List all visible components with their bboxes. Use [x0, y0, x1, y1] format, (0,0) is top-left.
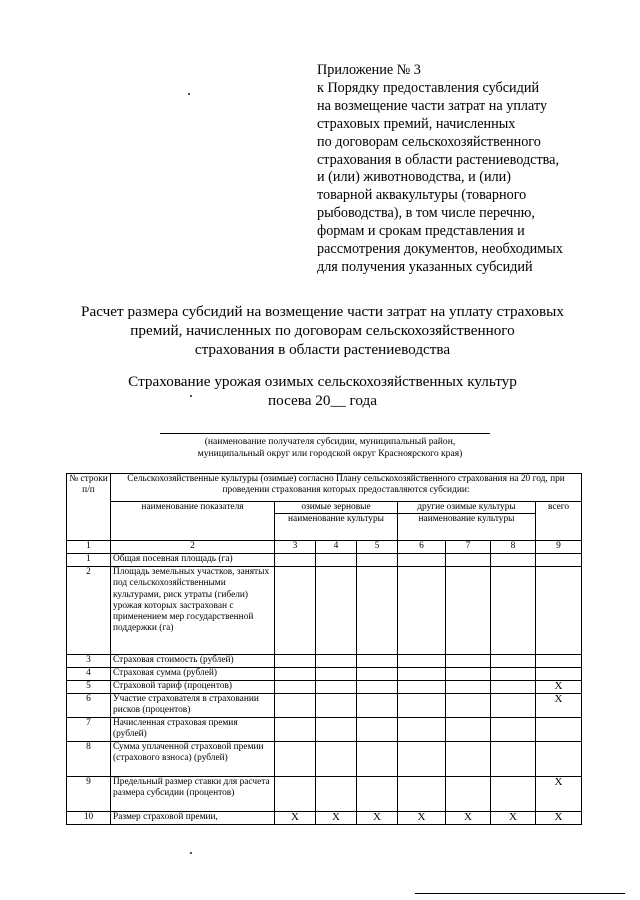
value-cell: Х	[536, 777, 582, 812]
appendix-line: по договорам сельскохозяйственного	[317, 133, 541, 150]
column-number: 5	[357, 541, 398, 554]
value-cell	[491, 694, 536, 718]
value-cell: Х	[536, 681, 582, 694]
value-cell	[316, 567, 357, 655]
table-row	[67, 742, 582, 777]
value-cell	[398, 655, 446, 668]
appendix-line: Приложение № 3	[317, 62, 421, 78]
column-number: 7	[446, 541, 491, 554]
document-subtitle	[60, 372, 585, 410]
column-number: 8	[491, 541, 536, 554]
appendix-line: страховых премий, начисленных	[317, 115, 516, 132]
value-cell: Х	[398, 812, 446, 825]
value-cell: Х	[275, 812, 316, 825]
indicator-name: Страховой тариф (процентов)	[111, 681, 275, 694]
scan-speck	[190, 395, 192, 397]
appendix-block	[317, 62, 617, 277]
row-number: 7	[67, 718, 111, 742]
footer-rule	[415, 893, 625, 894]
value-cell	[357, 777, 398, 812]
table-row	[67, 694, 582, 718]
title-line: премий, начисленных по договорам сельскохозяйственного	[130, 322, 515, 339]
value-cell	[536, 718, 582, 742]
column-number: 2	[111, 541, 275, 554]
value-cell	[357, 668, 398, 681]
value-cell	[275, 718, 316, 742]
indicator-name: Общая посевная площадь (га)	[111, 554, 275, 567]
appendix-line: и (или) животноводства, и (или)	[317, 169, 511, 186]
value-cell	[357, 718, 398, 742]
value-cell	[446, 681, 491, 694]
value-cell	[316, 694, 357, 718]
value-cell	[491, 742, 536, 777]
scan-speck	[190, 852, 192, 854]
value-cell	[316, 718, 357, 742]
indicator-name: Участие страхователя в страховании рисков (процентов)	[111, 694, 275, 718]
table-row	[67, 681, 582, 694]
indicator-name: Начисленная страховая премия (рублей)	[111, 718, 275, 742]
recipient-caption-line: муниципальный округ или городской округ Красноярского края)	[197, 448, 463, 459]
value-cell	[316, 668, 357, 681]
header-crop-name: наименование культуры	[275, 514, 398, 541]
appendix-line: рыбоводства), в том числе перечню,	[317, 205, 535, 222]
value-cell: Х	[446, 812, 491, 825]
value-cell	[446, 742, 491, 777]
subtitle-line: посева 20__ года	[268, 392, 377, 409]
title-line: страхования в области растениеводства	[194, 341, 451, 358]
value-cell	[491, 668, 536, 681]
header-row-number: № строки п/п	[67, 474, 111, 541]
value-cell	[491, 554, 536, 567]
column-number: 6	[398, 541, 446, 554]
value-cell	[536, 668, 582, 681]
value-cell	[398, 718, 446, 742]
value-cell	[446, 777, 491, 812]
value-cell: Х	[491, 812, 536, 825]
header-winter-grain: озимые зерновые	[275, 502, 398, 514]
value-cell	[316, 681, 357, 694]
appendix-line: к Порядку предоставления субсидий	[317, 79, 540, 96]
value-cell	[398, 668, 446, 681]
table-row	[67, 554, 582, 567]
value-cell: Х	[536, 694, 582, 718]
appendix-line: на возмещение части затрат на уплату	[317, 97, 548, 114]
recipient-caption-line: (наименование получателя субсидии, муниципальный район,	[204, 436, 456, 447]
subsidy-calculation-table	[66, 473, 582, 825]
value-cell	[357, 742, 398, 777]
value-cell	[446, 655, 491, 668]
value-cell	[446, 567, 491, 655]
value-cell	[491, 655, 536, 668]
column-number: 3	[275, 541, 316, 554]
row-number: 9	[67, 777, 111, 812]
value-cell	[275, 567, 316, 655]
row-number: 5	[67, 681, 111, 694]
table-row	[67, 668, 582, 681]
row-number: 4	[67, 668, 111, 681]
value-cell	[536, 554, 582, 567]
row-number: 10	[67, 812, 111, 825]
row-number: 8	[67, 742, 111, 777]
value-cell	[357, 681, 398, 694]
scan-speck	[188, 93, 190, 95]
value-cell	[316, 554, 357, 567]
value-cell: Х	[316, 812, 357, 825]
value-cell	[357, 567, 398, 655]
column-number: 9	[536, 541, 582, 554]
recipient-caption	[140, 436, 520, 460]
indicator-name: Сумма уплаченной страховой премии (страхового взноса) (рублей)	[111, 742, 275, 777]
recipient-line	[160, 433, 490, 434]
value-cell	[398, 742, 446, 777]
value-cell	[446, 718, 491, 742]
indicator-name: Страховая сумма (рублей)	[111, 668, 275, 681]
document-title	[60, 302, 585, 359]
table-row	[67, 718, 582, 742]
value-cell	[398, 694, 446, 718]
header-other-winter-crops: другие озимые культуры	[398, 502, 536, 514]
value-cell	[491, 718, 536, 742]
column-number: 4	[316, 541, 357, 554]
row-number: 2	[67, 567, 111, 655]
column-number: 1	[67, 541, 111, 554]
value-cell	[357, 554, 398, 567]
value-cell	[536, 655, 582, 668]
table-row	[67, 812, 582, 825]
appendix-line: товарной аквакультуры (товарного	[317, 187, 527, 204]
indicator-name: Площадь земельных участков, занятых под сельскохозяйственными культурами, риск утраты (гибели) урожая которых застрахован с применением мер государственной поддержки (га)	[111, 567, 275, 655]
row-number: 6	[67, 694, 111, 718]
header-crops-group: Сельскохозяйственные культуры (озимые) согласно Плану сельскохозяйственного страхования на 20 год, при проведении страхования которых предоставляются субсидии:	[111, 474, 582, 502]
value-cell	[398, 567, 446, 655]
indicator-name: Страховая стоимость (рублей)	[111, 655, 275, 668]
value-cell	[275, 777, 316, 812]
value-cell	[275, 668, 316, 681]
appendix-line: страхования в области растениеводства,	[317, 151, 560, 168]
appendix-line: формам и срокам представления и	[317, 223, 525, 240]
header-total: всего	[536, 502, 582, 541]
appendix-line: рассмотрения документов, необходимых	[317, 241, 563, 258]
value-cell	[357, 655, 398, 668]
value-cell	[398, 681, 446, 694]
value-cell	[491, 567, 536, 655]
value-cell	[275, 742, 316, 777]
value-cell: Х	[357, 812, 398, 825]
header-crop-name: наименование культуры	[398, 514, 536, 541]
value-cell	[316, 777, 357, 812]
value-cell	[446, 668, 491, 681]
title-line: Расчет размера субсидий на возмещение части затрат на уплату страховых	[81, 303, 564, 320]
value-cell	[275, 681, 316, 694]
row-number: 3	[67, 655, 111, 668]
value-cell	[398, 777, 446, 812]
appendix-line: для получения указанных субсидий	[317, 258, 533, 275]
subtitle-line: Страхование урожая озимых сельскохозяйственных культур	[128, 373, 517, 390]
value-cell	[316, 742, 357, 777]
value-cell	[446, 694, 491, 718]
value-cell	[275, 655, 316, 668]
value-cell	[275, 554, 316, 567]
value-cell	[491, 681, 536, 694]
value-cell	[357, 694, 398, 718]
value-cell	[275, 694, 316, 718]
table-row	[67, 655, 582, 668]
table-row	[67, 567, 582, 655]
value-cell	[536, 742, 582, 777]
value-cell	[398, 554, 446, 567]
value-cell	[491, 777, 536, 812]
row-number: 1	[67, 554, 111, 567]
value-cell	[536, 567, 582, 655]
indicator-name: Размер страховой премии,	[111, 812, 275, 825]
value-cell	[316, 655, 357, 668]
indicator-name: Предельный размер ставки для расчета размера субсидии (процентов)	[111, 777, 275, 812]
header-indicator-name: наименование показателя	[111, 502, 275, 541]
table-row	[67, 777, 582, 812]
value-cell	[446, 554, 491, 567]
value-cell: Х	[536, 812, 582, 825]
